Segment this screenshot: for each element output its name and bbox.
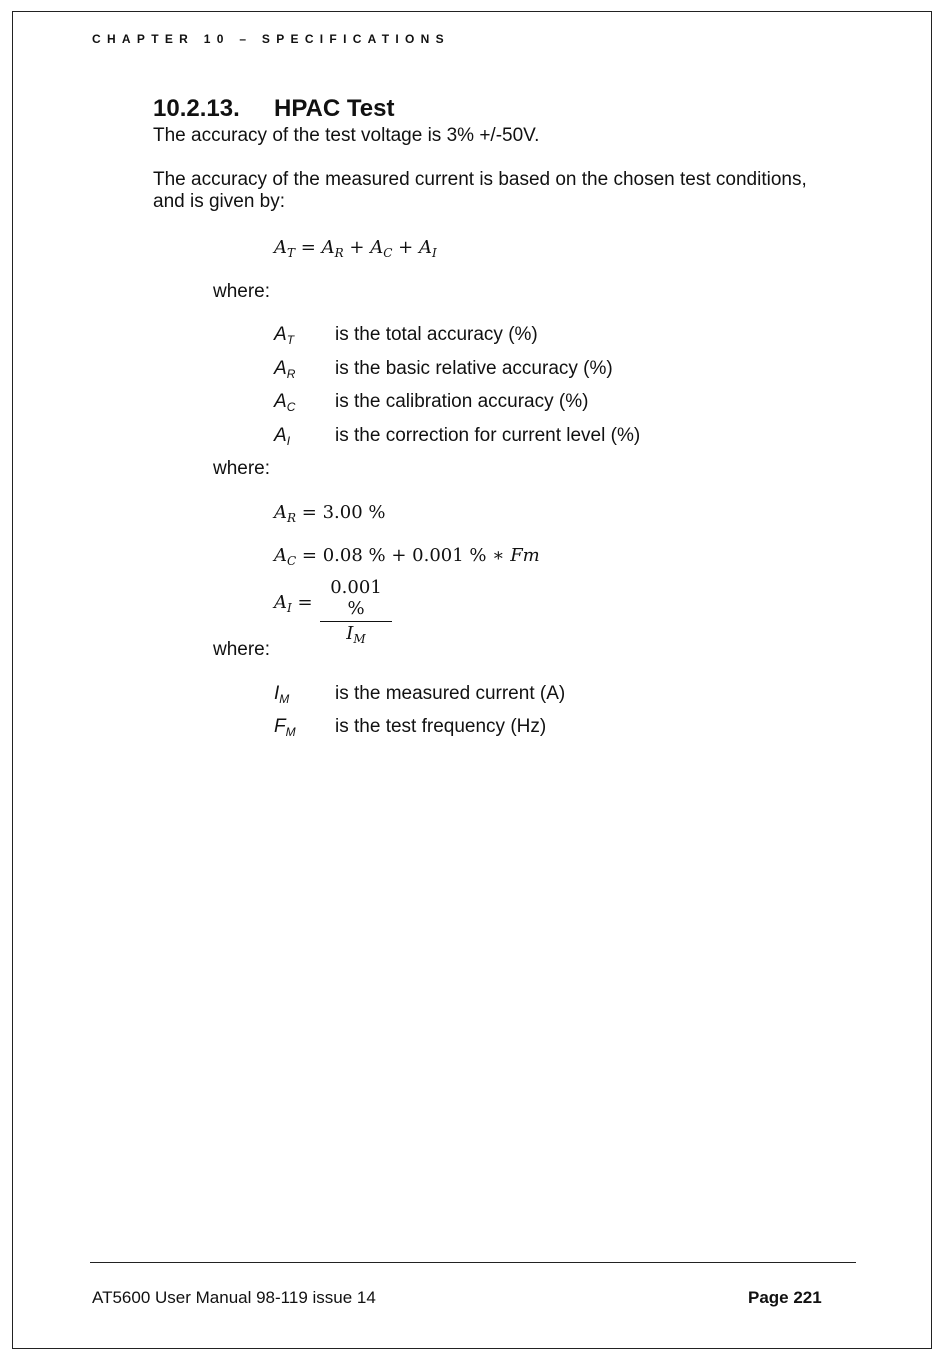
eq-subscript: C <box>383 246 393 260</box>
definition-symbol <box>274 425 290 447</box>
definition-text: is the basic relative accuracy (%) <box>335 358 613 379</box>
footer-divider <box>90 1262 856 1263</box>
eq-subscript: C <box>287 554 297 568</box>
symbol-letter: A <box>274 425 287 446</box>
equation-ai-lhs <box>274 592 313 613</box>
eq-subscript: R <box>334 246 344 260</box>
definition-symbol <box>274 358 295 380</box>
eq-operator: + <box>398 237 414 258</box>
chapter-header: CHAPTER 10 – SPECIFICATIONS <box>92 32 450 46</box>
definition-text: is the total accuracy (%) <box>335 324 538 345</box>
eq-symbol: A <box>274 237 287 258</box>
paragraph-current-accuracy: The accuracy of the measured current is based on the chosen test conditions, and is given by: <box>153 169 807 212</box>
symbol-letter: A <box>274 391 287 412</box>
eq-symbol: A <box>370 237 384 258</box>
symbol-subscript: R <box>286 367 296 381</box>
eq-operator: = <box>300 237 316 258</box>
symbol-subscript: T <box>286 333 295 347</box>
symbol-subscript: M <box>285 725 296 739</box>
eq-symbol: A <box>274 592 287 613</box>
definition-symbol <box>274 391 295 413</box>
eq-subscript: I <box>431 246 437 260</box>
eq-subscript: R <box>287 511 297 525</box>
equation-ai-fraction <box>320 577 392 644</box>
definition-text: is the test frequency (Hz) <box>335 716 547 737</box>
eq-symbol: A <box>274 545 287 566</box>
definition-symbol <box>274 324 294 346</box>
eq-symbol: A <box>321 237 335 258</box>
symbol-letter: I <box>274 683 280 704</box>
where-label: where: <box>213 639 271 660</box>
section-heading <box>153 95 394 123</box>
symbol-subscript: I <box>286 434 291 448</box>
equation-ac <box>274 545 540 566</box>
definition-text: is the calibration accuracy (%) <box>335 391 589 412</box>
denominator-symbol: I <box>346 623 354 644</box>
fraction-denominator <box>320 622 392 644</box>
paragraph-voltage-accuracy: The accuracy of the test voltage is 3% +/-50V. <box>153 125 540 146</box>
footer-manual-title: AT5600 User Manual 98-119 issue 14 <box>92 1288 376 1307</box>
section-title: HPAC Test <box>274 95 395 122</box>
eq-variable: Fm <box>510 545 540 566</box>
eq-subscript: T <box>287 246 296 260</box>
definition-text: is the measured current (A) <box>335 683 566 704</box>
equation-total-accuracy <box>274 237 437 258</box>
where-label: where: <box>213 281 271 302</box>
definition-symbol <box>274 683 289 705</box>
eq-rhs: = 0.08 % + 0.001 % ∗ <box>301 545 511 566</box>
footer-page-number: Page 221 <box>748 1288 822 1307</box>
symbol-subscript: M <box>279 692 290 706</box>
eq-rhs: = 3.00 % <box>301 502 386 523</box>
definition-symbol <box>274 716 296 738</box>
eq-operator: = <box>297 592 313 613</box>
eq-operator: + <box>349 237 365 258</box>
equation-ar <box>274 502 386 523</box>
denominator-subscript: M <box>353 632 366 646</box>
eq-symbol: A <box>274 502 287 523</box>
symbol-letter: A <box>274 324 287 345</box>
definition-text: is the correction for current level (%) <box>335 425 641 446</box>
eq-subscript: I <box>287 601 292 615</box>
where-label: where: <box>213 458 271 479</box>
section-number: 10.2.13. <box>153 95 240 122</box>
eq-symbol: A <box>418 237 432 258</box>
symbol-letter: F <box>274 716 286 737</box>
symbol-subscript: C <box>286 400 296 414</box>
fraction-numerator: 0.001 % <box>330 577 382 619</box>
symbol-letter: A <box>274 358 287 379</box>
